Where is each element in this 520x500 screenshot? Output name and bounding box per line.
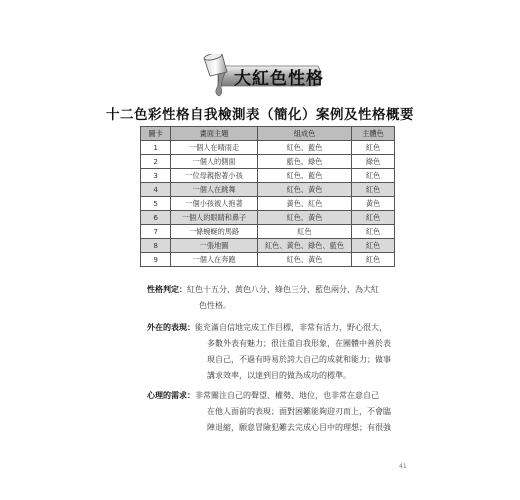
table-row <box>141 169 395 183</box>
table-header-row <box>141 127 395 141</box>
section-label: 性格判定： <box>147 285 187 294</box>
chapter-banner <box>196 54 328 98</box>
colors-cell: 紅色 <box>257 225 351 239</box>
main-color-cell: 綠色 <box>352 155 395 169</box>
main-color-cell: 紅色 <box>352 253 395 267</box>
table-row <box>141 239 395 253</box>
document-title: 十二色彩性格自我檢測表（簡化）案例及性格概要 <box>106 107 414 123</box>
colors-cell: 紅色、黃色 <box>257 211 351 225</box>
theme-cell: 一個人的眼睛和鼻子 <box>171 211 258 225</box>
section-text-line: 講求效率，以達到目的做為成功的標準。 <box>207 371 351 380</box>
card-number-cell: 9 <box>141 253 171 267</box>
colors-cell: 藍色、綠色 <box>257 155 351 169</box>
card-number-cell: 4 <box>141 183 171 197</box>
card-number-cell: 1 <box>141 141 171 155</box>
column-header-theme: 畫面主題 <box>171 127 258 141</box>
section-text-line: 多數外表有魅力；很注重自我形象，在團體中善於表 <box>207 339 391 348</box>
table-row <box>141 141 395 155</box>
card-number-cell: 3 <box>141 169 171 183</box>
column-header-main-color: 主體色 <box>352 127 395 141</box>
page-number: 41 <box>399 463 407 470</box>
main-color-cell: 紅色 <box>352 183 395 197</box>
main-color-cell: 黃色 <box>352 197 395 211</box>
colors-cell: 紅色、藍色 <box>257 169 351 183</box>
colors-cell: 黃色、紅色 <box>257 197 351 211</box>
theme-cell: 一個人在晴雨走 <box>171 141 258 155</box>
colors-cell: 紅色、黃色 <box>257 183 351 197</box>
chapter-title: 大紅色性格 <box>234 69 324 89</box>
section-text-line: 現自己，不過有時易於誇大自己的成就和能力；做事 <box>207 355 391 364</box>
table-row <box>141 183 395 197</box>
section-psychological-needs <box>147 388 391 436</box>
main-color-cell: 紅色 <box>352 141 395 155</box>
colors-cell: 紅色、黃色 <box>257 253 351 267</box>
section-outward-behavior <box>147 320 391 384</box>
card-number-cell: 7 <box>141 225 171 239</box>
section-text-line: 非常關注自己的聲望、權勢、地位，也非常在意自己 <box>195 391 379 400</box>
section-text-line: 色性格。 <box>199 301 231 310</box>
main-color-cell: 紅色 <box>352 225 395 239</box>
theme-cell: 一個小孩被人抱著 <box>171 197 258 211</box>
card-number-cell: 5 <box>141 197 171 211</box>
card-number-cell: 6 <box>141 211 171 225</box>
theme-cell: 一個人在奔跑 <box>171 253 258 267</box>
theme-cell: 一張地圖 <box>171 239 258 253</box>
main-color-cell: 紅色 <box>352 169 395 183</box>
section-label: 心理的需求： <box>147 391 195 400</box>
theme-cell: 一位母親抱著小孩 <box>171 169 258 183</box>
section-text-line: 紅色十五分，黃色八分，綠色三分，藍色兩分，為大紅 <box>187 285 379 294</box>
theme-cell: 一條蜿蜒的馬路 <box>171 225 258 239</box>
card-number-cell: 8 <box>141 239 171 253</box>
colors-cell: 紅色、藍色 <box>257 141 351 155</box>
card-number-cell: 2 <box>141 155 171 169</box>
section-text-line: 陣退縮，願意冒險犯難去完成心目中的理想；有很強 <box>207 423 391 432</box>
main-color-cell: 紅色 <box>352 239 395 253</box>
section-label: 外在的表現： <box>147 323 195 332</box>
section-text-line: 在他人面前的表現；面對困難能夠迎刃而上，不會臨 <box>207 407 391 416</box>
table-row <box>141 253 395 267</box>
theme-cell: 一個人在跳舞 <box>171 183 258 197</box>
theme-cell: 一個人的側面 <box>171 155 258 169</box>
section-personality-verdict <box>147 282 379 314</box>
table-row <box>141 225 395 239</box>
table-row <box>141 155 395 169</box>
column-header-card: 圖卡 <box>141 127 171 141</box>
main-color-cell: 紅色 <box>352 211 395 225</box>
column-header-colors: 組成色 <box>257 127 351 141</box>
self-test-table <box>140 126 395 267</box>
colors-cell: 紅色、黃色、綠色、藍色 <box>257 239 351 253</box>
table-row <box>141 211 395 225</box>
table-row <box>141 197 395 211</box>
section-text-line: 能充滿自信地完成工作目標，非常有活力，野心很大， <box>195 323 387 332</box>
